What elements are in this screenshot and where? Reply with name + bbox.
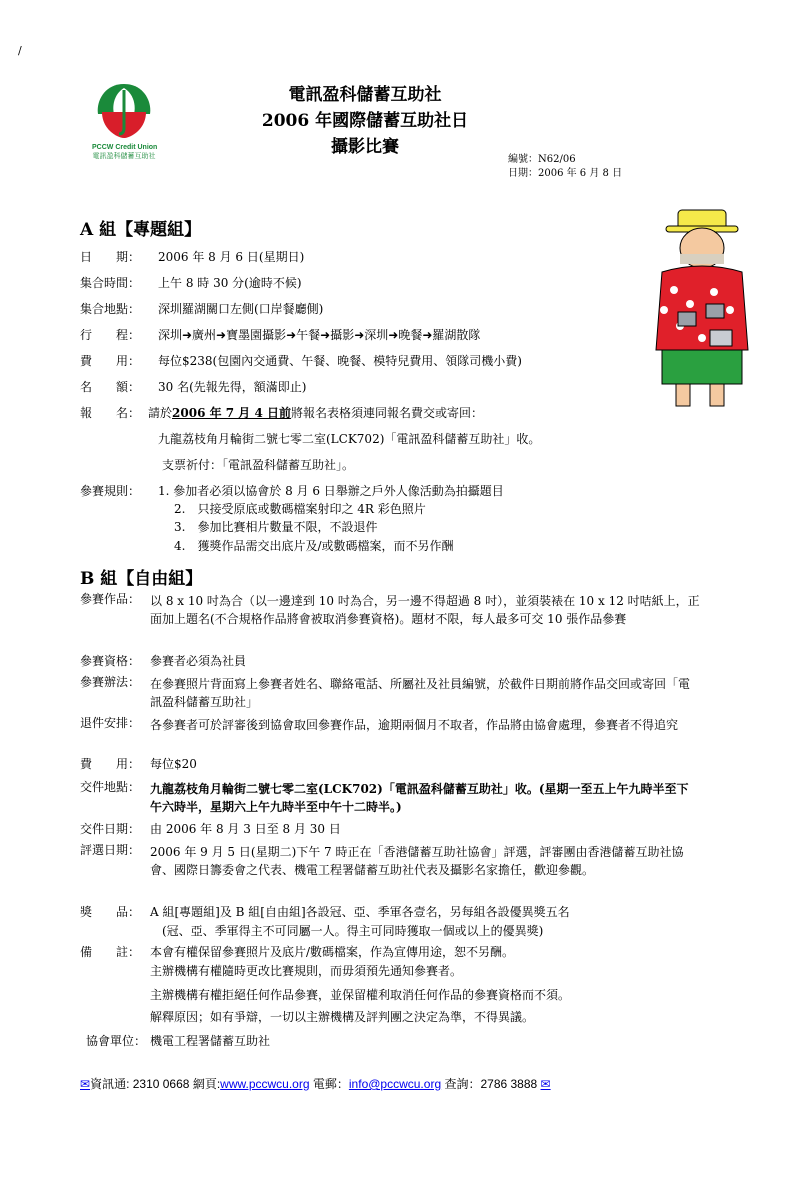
signup-address: 九龍荔枝角月輪街二號七零二室(LCK702)「電訊盈科儲蓄互助社」收。 xyxy=(158,432,541,446)
org-title: 電訊盈科儲蓄互助社 xyxy=(288,85,442,105)
return-label: 退件安排： xyxy=(80,716,141,730)
rule-item: 1. 參加者必須以協會於 8 月 6 日舉辦之戶外人像活動為拍攝題目 xyxy=(158,484,504,498)
umbrella-logo-icon xyxy=(92,80,156,140)
row-value: 深圳羅湖關口左側(口岸餐廳側) xyxy=(158,302,324,316)
row-value: 每位$238(包園內交通費、午餐、晚餐、模特兒費用、領隊司機小費) xyxy=(158,354,522,368)
row-label: 集合地點： xyxy=(80,302,141,316)
web-label: 網頁: xyxy=(192,1077,221,1091)
return-text: 各參賽者可於評審後到協會取回參賽作品，逾期兩個月不取者，作品將由協會處理，參賽者不得追究 xyxy=(150,718,679,732)
logo-name-zh: 電訊盈科儲蓄互助社 xyxy=(92,153,156,160)
entry-label: 參賽作品： xyxy=(80,592,141,606)
remark-line: 主辦機構有權拒絕任何作品參賽，並保留權利取消任何作品的參賽資格而不須。 xyxy=(150,988,571,1002)
group-b-heading: B 組【自由組】 xyxy=(80,569,203,589)
co-organiser-text: 機電工程署儲蓄互助社 xyxy=(150,1034,271,1048)
event-title: 2006 年國際儲蓄互助社日 xyxy=(261,111,469,131)
website-link[interactable]: www.pccwcu.org xyxy=(220,1077,310,1091)
enquiry-info: 查詢：2786 3888 xyxy=(444,1077,538,1091)
mail-icon: ✉ xyxy=(540,1077,551,1091)
submit-label: 交件地點： xyxy=(80,780,141,794)
method-label: 參賽辦法： xyxy=(80,675,141,689)
judging-label: 評選日期： xyxy=(80,843,141,857)
reference-number: 編號：N62/06 xyxy=(508,154,576,165)
remark-line: 解釋原因；如有爭辯，一切以主辦機構及評判團之決定為準，不得異議。 xyxy=(150,1010,535,1024)
row-label: 行 程： xyxy=(80,328,141,342)
logo-name-en: PCCW Credit Union xyxy=(92,144,158,151)
row-label: 參賽規則： xyxy=(80,484,141,498)
prize-line: A 組[專題組]及 B 組[自由組]各設冠、亞、季軍各壹名，另每組各設優異獎五名 xyxy=(150,905,570,919)
row-label: 報 名： xyxy=(80,406,141,420)
row-label: 日 期： xyxy=(80,250,141,264)
row-value: 2006 年 8 月 6 日(星期日) xyxy=(158,250,305,264)
rule-item: 4. 獲獎作品需交出底片及/或數碼檔案，而不另作酬 xyxy=(174,539,454,553)
remark-label: 備 註： xyxy=(80,945,141,959)
co-organiser-label: 協會單位： xyxy=(86,1034,147,1048)
period-text: 由 2006 年 8 月 3 日至 8 月 30 日 xyxy=(150,822,341,836)
phone-info: 資訊通: 2310 0668 xyxy=(90,1077,190,1091)
remark-line: 主辦機構有權隨時更改比賽規則，而毋須預先通知參賽者。 xyxy=(150,964,463,978)
email-link[interactable]: info@pccwcu.org xyxy=(348,1077,442,1091)
row-value: 深圳➜廣州➜寶墨園攝影➜午餐➜攝影➜深圳➜晚餐➜羅湖散隊 xyxy=(158,328,481,342)
signup-post: 將報名表格須連同報名費交或寄回： xyxy=(291,406,484,420)
row-label: 集合時間： xyxy=(80,276,141,290)
email-label: 電郵： xyxy=(312,1077,349,1091)
fee-label: 費 用： xyxy=(80,757,141,771)
signup-pre: 請於 xyxy=(148,406,173,420)
period-label: 交件日期： xyxy=(80,822,141,836)
prize-line: (冠、亞、季軍得主不可同屬一人。得主可同時獲取一個或以上的優異獎) xyxy=(162,924,544,938)
prize-label: 獎 品： xyxy=(80,905,141,919)
signup-deadline: 2006 年 7 月 4 日前 xyxy=(172,406,292,420)
mail-icon: ✉ xyxy=(80,1077,91,1091)
contest-title: 攝影比賽 xyxy=(331,137,399,157)
corner-mark: / xyxy=(18,44,22,57)
method-text: 在參賽照片背面寫上參賽者姓名、聯絡電話、所屬社及社員編號，於截件日期前將作品交回或寄回「電訊盈科儲蓄互助社」 xyxy=(150,677,691,709)
tourist-cartoon-illustration xyxy=(640,200,760,420)
submit-text: 九龍荔枝角月輪街二號七零二室(LCK702)「電訊盈科儲蓄互助社」收。(星期一至五上午九時半至下午六時半，星期六上午九時半至中午十二時半。) xyxy=(150,782,689,814)
cheque-payable: 支票祈付：「電訊盈科儲蓄互助社」。 xyxy=(162,458,355,472)
row-value: 30 名(先報先得，額滿即止) xyxy=(158,380,307,394)
remark-line: 本會有權保留參賽照片及底片/數碼檔案，作為宣傳用途，恕不另酬。 xyxy=(150,945,515,959)
group-a-heading: A 組【專題組】 xyxy=(80,220,202,240)
qualification-label: 參賽資格： xyxy=(80,654,141,668)
footer-contact xyxy=(80,1075,551,1092)
qualification-text: 參賽者必須為社員 xyxy=(150,654,247,668)
pccw-credit-union-logo xyxy=(92,80,156,160)
judging-text: 2006 年 9 月 5 日(星期二)下午 7 時正在「香港儲蓄互助社協會」評選，評審團由香港儲蓄互助社協會、國際日籌委會之代表、機電工程署儲蓄互助社代表及攝影名家擔任，歡迎參觀。 xyxy=(150,845,684,877)
row-value: 上午 8 時 30 分(逾時不候) xyxy=(158,276,302,290)
row-label: 費 用： xyxy=(80,354,141,368)
entry-text: 以 8 x 10 吋為合（以一邊達到 10 吋為合，另一邊不得超過 8 吋），並須裝裱在 10 x 12 吋咭紙上，正面加上題名(不合規格作品將會被取消參賽資格)。題材不限，每人最多可交 10 張作品參賽 xyxy=(150,594,700,626)
row-label: 名 額： xyxy=(80,380,141,394)
issue-date: 日期：2006 年 6 月 8 日 xyxy=(508,168,623,179)
rule-item: 3. 參加比賽相片數量不限，不設退件 xyxy=(174,520,378,534)
rule-item: 2. 只接受原底或數碼檔案射印之 4R 彩色照片 xyxy=(174,502,426,516)
fee-text: 每位$20 xyxy=(150,757,197,771)
